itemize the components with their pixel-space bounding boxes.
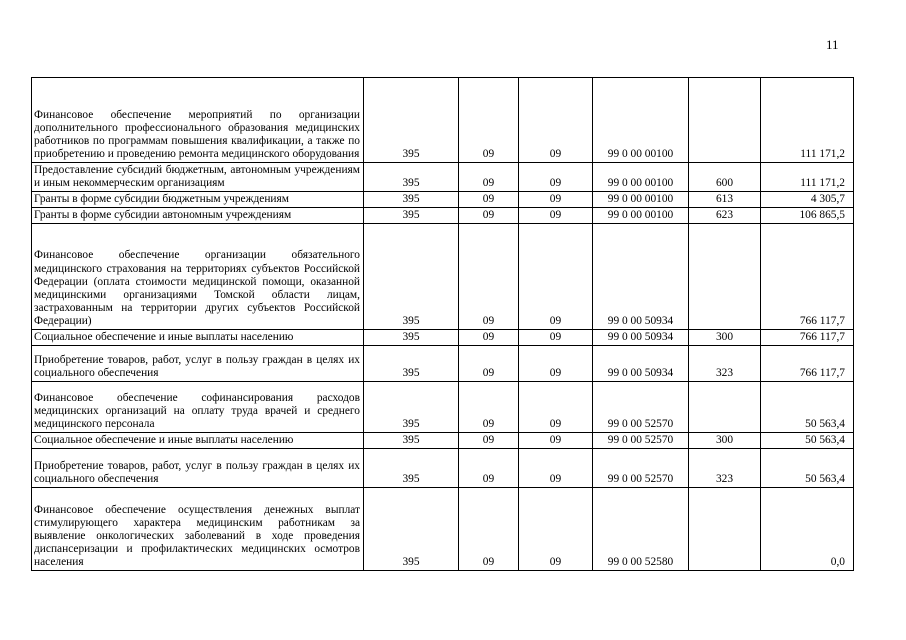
- cell-gr: 395: [364, 330, 459, 346]
- cell-gr: 395: [364, 433, 459, 449]
- row-name: Финансовое обеспечение организации обязательного медицинского страхования на территориях субъектов Российской Федерации (оплата стоимости медицинской помощи, оказанной медицинскими организациями Томской области лицам, застрахованным на территории других субъектов Российской Федерации): [32, 224, 364, 330]
- cell-gr: 395: [364, 224, 459, 330]
- table-row: [32, 208, 854, 224]
- cell-rz: 09: [459, 449, 519, 488]
- cell-sum: 111 171,2: [761, 78, 854, 163]
- cell-gr: 395: [364, 449, 459, 488]
- cell-pr: 09: [519, 330, 593, 346]
- cell-rz: 09: [459, 192, 519, 208]
- cell-gr: 395: [364, 382, 459, 433]
- cell-csr: 99 0 00 50934: [593, 330, 689, 346]
- cell-vr: [689, 382, 761, 433]
- cell-csr: 99 0 00 52570: [593, 382, 689, 433]
- table-row: [32, 433, 854, 449]
- cell-vr: 323: [689, 346, 761, 382]
- cell-sum: 111 171,2: [761, 163, 854, 192]
- row-name: Гранты в форме субсидии автономным учреждениям: [32, 208, 364, 224]
- row-name: Приобретение товаров, работ, услуг в пользу граждан в целях их социального обеспечения: [32, 346, 364, 382]
- cell-pr: 09: [519, 346, 593, 382]
- row-name: Социальное обеспечение и иные выплаты населению: [32, 330, 364, 346]
- cell-gr: 395: [364, 163, 459, 192]
- cell-csr: 99 0 00 52570: [593, 449, 689, 488]
- row-name: Приобретение товаров, работ, услуг в пользу граждан в целях их социального обеспечения: [32, 449, 364, 488]
- page-number: 11: [826, 37, 839, 52]
- cell-sum: 766 117,7: [761, 330, 854, 346]
- cell-pr: 09: [519, 192, 593, 208]
- table-row: [32, 192, 854, 208]
- cell-sum: 4 305,7: [761, 192, 854, 208]
- row-name: Финансовое обеспечение софинансирования расходов медицинских организаций на оплату труда врачей и среднего медицинского персонала: [32, 382, 364, 433]
- cell-vr: 323: [689, 449, 761, 488]
- cell-sum: 766 117,7: [761, 346, 854, 382]
- cell-pr: 09: [519, 488, 593, 571]
- table-row: [32, 449, 854, 488]
- row-name: Социальное обеспечение и иные выплаты населению: [32, 433, 364, 449]
- cell-sum: 50 563,4: [761, 449, 854, 488]
- row-name: Финансовое обеспечение осуществления денежных выплат стимулирующего характера медицинским работникам за выявление онкологических заболеваний в ходе проведения диспансеризации и профилактических медицинских осмотров населения: [32, 488, 364, 571]
- cell-vr: [689, 78, 761, 163]
- cell-csr: 99 0 00 52580: [593, 488, 689, 571]
- cell-gr: 395: [364, 192, 459, 208]
- cell-pr: 09: [519, 163, 593, 192]
- cell-vr: 300: [689, 330, 761, 346]
- row-name: Гранты в форме субсидии бюджетным учреждениям: [32, 192, 364, 208]
- cell-rz: 09: [459, 433, 519, 449]
- cell-pr: 09: [519, 449, 593, 488]
- cell-sum: 50 563,4: [761, 433, 854, 449]
- cell-csr: 99 0 00 00100: [593, 192, 689, 208]
- cell-csr: 99 0 00 00100: [593, 208, 689, 224]
- table-row: [32, 224, 854, 330]
- cell-gr: 395: [364, 488, 459, 571]
- cell-vr: [689, 488, 761, 571]
- table-row: [32, 330, 854, 346]
- row-name: Предоставление субсидий бюджетным, автономным учреждениям и иным некоммерческим организациям: [32, 163, 364, 192]
- cell-vr: [689, 224, 761, 330]
- cell-rz: 09: [459, 330, 519, 346]
- table-row: [32, 382, 854, 433]
- cell-sum: 0,0: [761, 488, 854, 571]
- cell-sum: 106 865,5: [761, 208, 854, 224]
- cell-pr: 09: [519, 382, 593, 433]
- cell-gr: 395: [364, 208, 459, 224]
- table-row: [32, 346, 854, 382]
- cell-csr: 99 0 00 00100: [593, 78, 689, 163]
- cell-pr: 09: [519, 78, 593, 163]
- table-row: [32, 488, 854, 571]
- cell-csr: 99 0 00 50934: [593, 346, 689, 382]
- cell-sum: 766 117,7: [761, 224, 854, 330]
- cell-vr: 613: [689, 192, 761, 208]
- budget-table: [31, 77, 854, 571]
- row-name: Финансовое обеспечение мероприятий по организации дополнительного профессионального образования медицинских работников по программам повышения квалификации, а также по приобретению и проведению ремонта медицинского оборудования: [32, 78, 364, 163]
- cell-vr: 600: [689, 163, 761, 192]
- cell-rz: 09: [459, 382, 519, 433]
- cell-rz: 09: [459, 346, 519, 382]
- cell-pr: 09: [519, 433, 593, 449]
- cell-rz: 09: [459, 78, 519, 163]
- cell-rz: 09: [459, 208, 519, 224]
- table-row: [32, 163, 854, 192]
- cell-vr: 300: [689, 433, 761, 449]
- cell-vr: 623: [689, 208, 761, 224]
- cell-rz: 09: [459, 224, 519, 330]
- cell-pr: 09: [519, 208, 593, 224]
- cell-rz: 09: [459, 163, 519, 192]
- cell-pr: 09: [519, 224, 593, 330]
- cell-csr: 99 0 00 52570: [593, 433, 689, 449]
- cell-gr: 395: [364, 78, 459, 163]
- cell-csr: 99 0 00 50934: [593, 224, 689, 330]
- cell-gr: 395: [364, 346, 459, 382]
- cell-sum: 50 563,4: [761, 382, 854, 433]
- cell-csr: 99 0 00 00100: [593, 163, 689, 192]
- table-row: [32, 78, 854, 163]
- cell-rz: 09: [459, 488, 519, 571]
